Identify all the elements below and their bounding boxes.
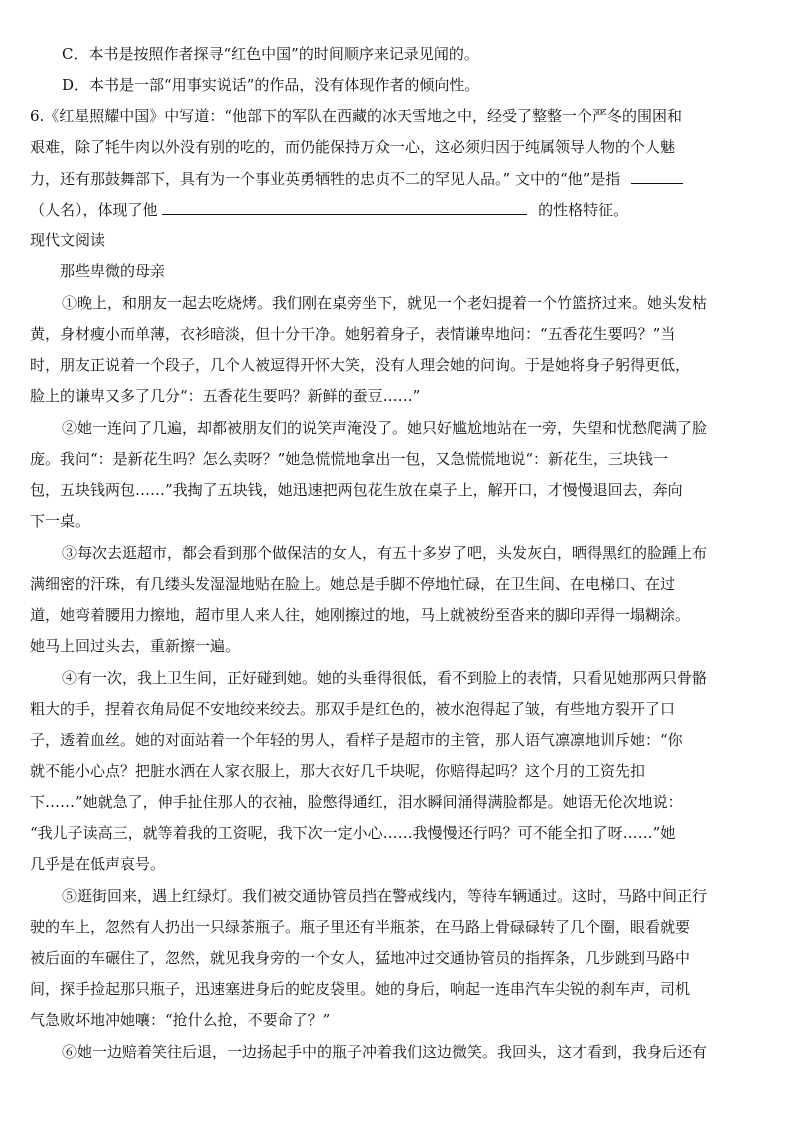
article-title: 那些卑微的母亲	[60, 262, 166, 280]
question6-line1: 6.《红星照耀中国》中写道：“他部下的军队在西藏的冰天雪地之中，经受了整整一个严冬的围困和	[30, 107, 682, 125]
paragraph-4-line: 几乎是在低声哀号。	[30, 855, 166, 873]
paragraph-4-line: “我儿子读高三，就等着我的工资呢，我下次一定小心……我慢慢还行吗？可不能全扣了呀……”她	[30, 824, 676, 842]
paragraph-1-line: 黄，身材瘦小而单薄，衣衫暗淡，但十分干净。她躬着身子，表情谦卑地问：“五香花生要吗？”当	[30, 325, 676, 343]
paragraph-5-line: 驶的车上，忽然有人扔出一只绿茶瓶子。瓶子里还有半瓶茶，在马路上骨碌碌转了几个圈，眼看就要	[30, 918, 691, 936]
paragraph-6-line: ⑥她一边赔着笑往后退，一边扬起手中的瓶子冲着我们这边微笑。我回头，这才看到，我身后还有	[62, 1043, 708, 1061]
section-heading: 现代文阅读	[30, 231, 106, 249]
paragraph-1-line: ①晚上，和朋友一起去吃烧烤。我们刚在桌旁坐下，就见一个老妇提着一个竹篮挤过来。她头发枯	[62, 294, 708, 312]
question6-line3	[30, 168, 683, 190]
question6-line4-prefix: （人名），体现了他	[30, 201, 158, 219]
paragraph-4-line: 粗大的手，捏着衣角局促不安地绞来绞去。那双手是红色的，被水泡得起了皱，有些地方裂开了口	[30, 700, 676, 718]
paragraph-5-line: ⑤逛街回来，遇上红绿灯。我们被交通协管员挡在警戒线内，等待车辆通过。这时，马路中间正行	[62, 887, 708, 905]
paragraph-2-line: 包，五块钱两包……”我掏了五块钱，她迅速把两包花生放在桌子上，解开口，才慢慢退回去，奔向	[30, 481, 683, 499]
person-name-blank[interactable]	[631, 168, 683, 184]
paragraph-4-line: 子，透着血丝。她的对面站着一个年轻的男人，看样子是超市的主管，那人语气凛凛地训斥她：“你	[30, 731, 683, 749]
character-trait-blank[interactable]	[162, 199, 527, 215]
paragraph-1-line: 时，朋友正说着一个段子，几个人被逗得开怀大笑，没有人理会她的问询。于是她将身子躬得更低，	[30, 356, 691, 374]
paragraph-2-line: ②她一连问了几遍，却都被朋友们的说笑声淹没了。她只好尴尬地站在一旁，失望和忧愁爬满了脸	[62, 419, 708, 437]
question6-line2: 艰难，除了牦牛肉以外没有别的吃的，而仍能保持万众一心，这必须归因于纯属领导人物的个人魅	[30, 138, 676, 156]
paragraph-1-line: 脸上的谦卑又多了几分“：五香花生要吗？新鲜的蚕豆……”	[30, 387, 421, 405]
paragraph-2-line: 庞。我问“：是新花生吗？怎么卖呀？”她急慌慌地拿出一包，又急慌慌地说“：新花生，三块钱一	[30, 450, 669, 468]
question6-line4-suffix: 的性格特征。	[538, 201, 629, 219]
paragraph-4-line: ④有一次，我上卫生间，正好碰到她。她的头垂得很低，看不到脸上的表情，只看见她那两只骨骼	[62, 669, 708, 687]
option-d: D．本书是一部“用事实说话”的作品，没有体现作者的倾向性。	[62, 76, 480, 94]
paragraph-3-line: 道，她弯着腰用力擦地，超市里人来人往，她刚擦过的地，马上就被纷至沓来的脚印弄得一塌糊涂。	[30, 606, 691, 624]
question6-line4	[30, 199, 628, 221]
question6-line3-text: 力，还有那鼓舞部下，具有为一个事业英勇牺牲的忠贞不二的罕见人品。” 文中的“他”是指	[30, 170, 621, 188]
paragraph-4-line: 就不能小心点？把脏水洒在人家衣服上，那大衣好几千块呢，你赔得起吗？这个月的工资先扣	[30, 762, 646, 780]
paragraph-4-line: 下……”她就急了，伸手扯住那人的衣袖，脸憋得通红，泪水瞬间涌得满脸都是。她语无伦次地说：	[30, 793, 683, 811]
paragraph-3-line: 满细密的汗珠，有几缕头发湿湿地贴在脸上。她总是手脚不停地忙碌，在卫生间、在电梯口、在过	[30, 575, 676, 593]
paragraph-2-line: 下一桌。	[30, 512, 91, 530]
paragraph-5-line: 气急败坏地冲她嚷：“抢什么抢，不要命了？”	[30, 1011, 331, 1029]
option-c: C．本书是按照作者探寻“红色中国”的时间顺序来记录见闻的。	[62, 45, 479, 63]
paragraph-5-line: 被后面的车碾住了，忽然，就见我身旁的一个女人，猛地冲过交通协管员的指挥条，几步跳到马路中	[30, 949, 691, 967]
paragraph-3-line: 她马上回过头去，重新擦一遍。	[30, 637, 241, 655]
paragraph-5-line: 间，探手捡起那只瓶子，迅速塞进身后的蛇皮袋里。她的身后，响起一连串汽车尖锐的刹车声，司机	[30, 980, 691, 998]
paragraph-3-line: ③每次去逛超市，都会看到那个做保洁的女人，有五十多岁了吧，头发灰白，晒得黑红的脸踵上布	[62, 544, 708, 562]
